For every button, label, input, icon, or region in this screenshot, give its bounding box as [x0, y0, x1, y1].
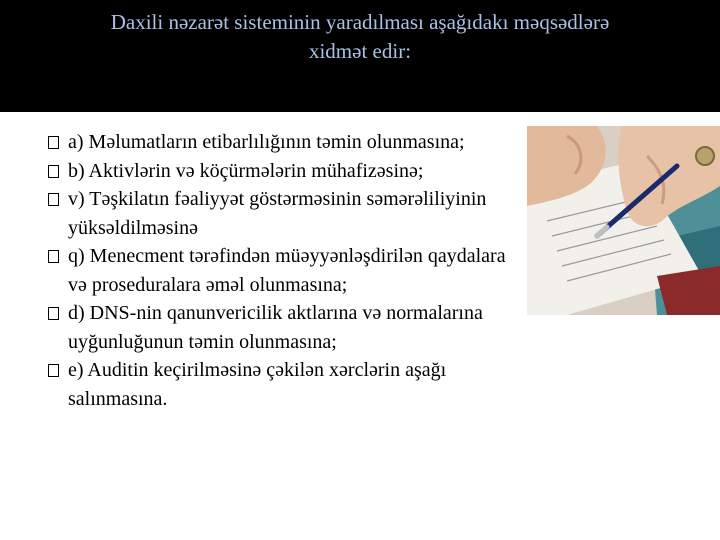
list-item	[48, 185, 518, 242]
checkbox-square-icon	[48, 136, 59, 149]
slide-title: Daxili nəzarət sisteminin yaradılması aşağıdakı məqsədlərə xidmət edir:	[110, 10, 610, 63]
list-item	[48, 242, 518, 299]
bullet-text: q) Menecment tərəfindən müəyyənləşdirilən qaydalara və proseduralara əməl olunmasına;	[68, 245, 506, 296]
bullet-text: a) Məlumatların etibarlılığının təmin olunmasına;	[68, 131, 465, 153]
bullet-text: b) Aktivlərin və köçürmələrin mühafizəsinə;	[68, 159, 424, 182]
checkbox-square-icon	[48, 165, 59, 178]
checkbox-square-icon	[48, 364, 59, 377]
checkbox-square-icon	[48, 193, 59, 206]
checkbox-square-icon	[48, 307, 59, 320]
checkbox-square-icon	[48, 250, 59, 263]
bullet-text: e) Auditin keçirilməsinə çəkilən xərclərin aşağı salınmasına.	[68, 359, 447, 410]
bullet-text: v) Təşkilatın fəaliyyət göstərməsinin səmərəliliyinin yüksəldilməsinə	[68, 188, 487, 239]
bullet-text: d) DNS-nin qanunvericilik aktlarına və normalarına uyğunluğunun təmin olunmasına;	[68, 302, 483, 353]
list-item	[48, 128, 518, 157]
list-item	[48, 299, 518, 356]
signing-document-photo	[527, 126, 720, 315]
list-item	[48, 157, 518, 186]
bullet-list	[48, 128, 518, 413]
list-item	[48, 356, 518, 413]
